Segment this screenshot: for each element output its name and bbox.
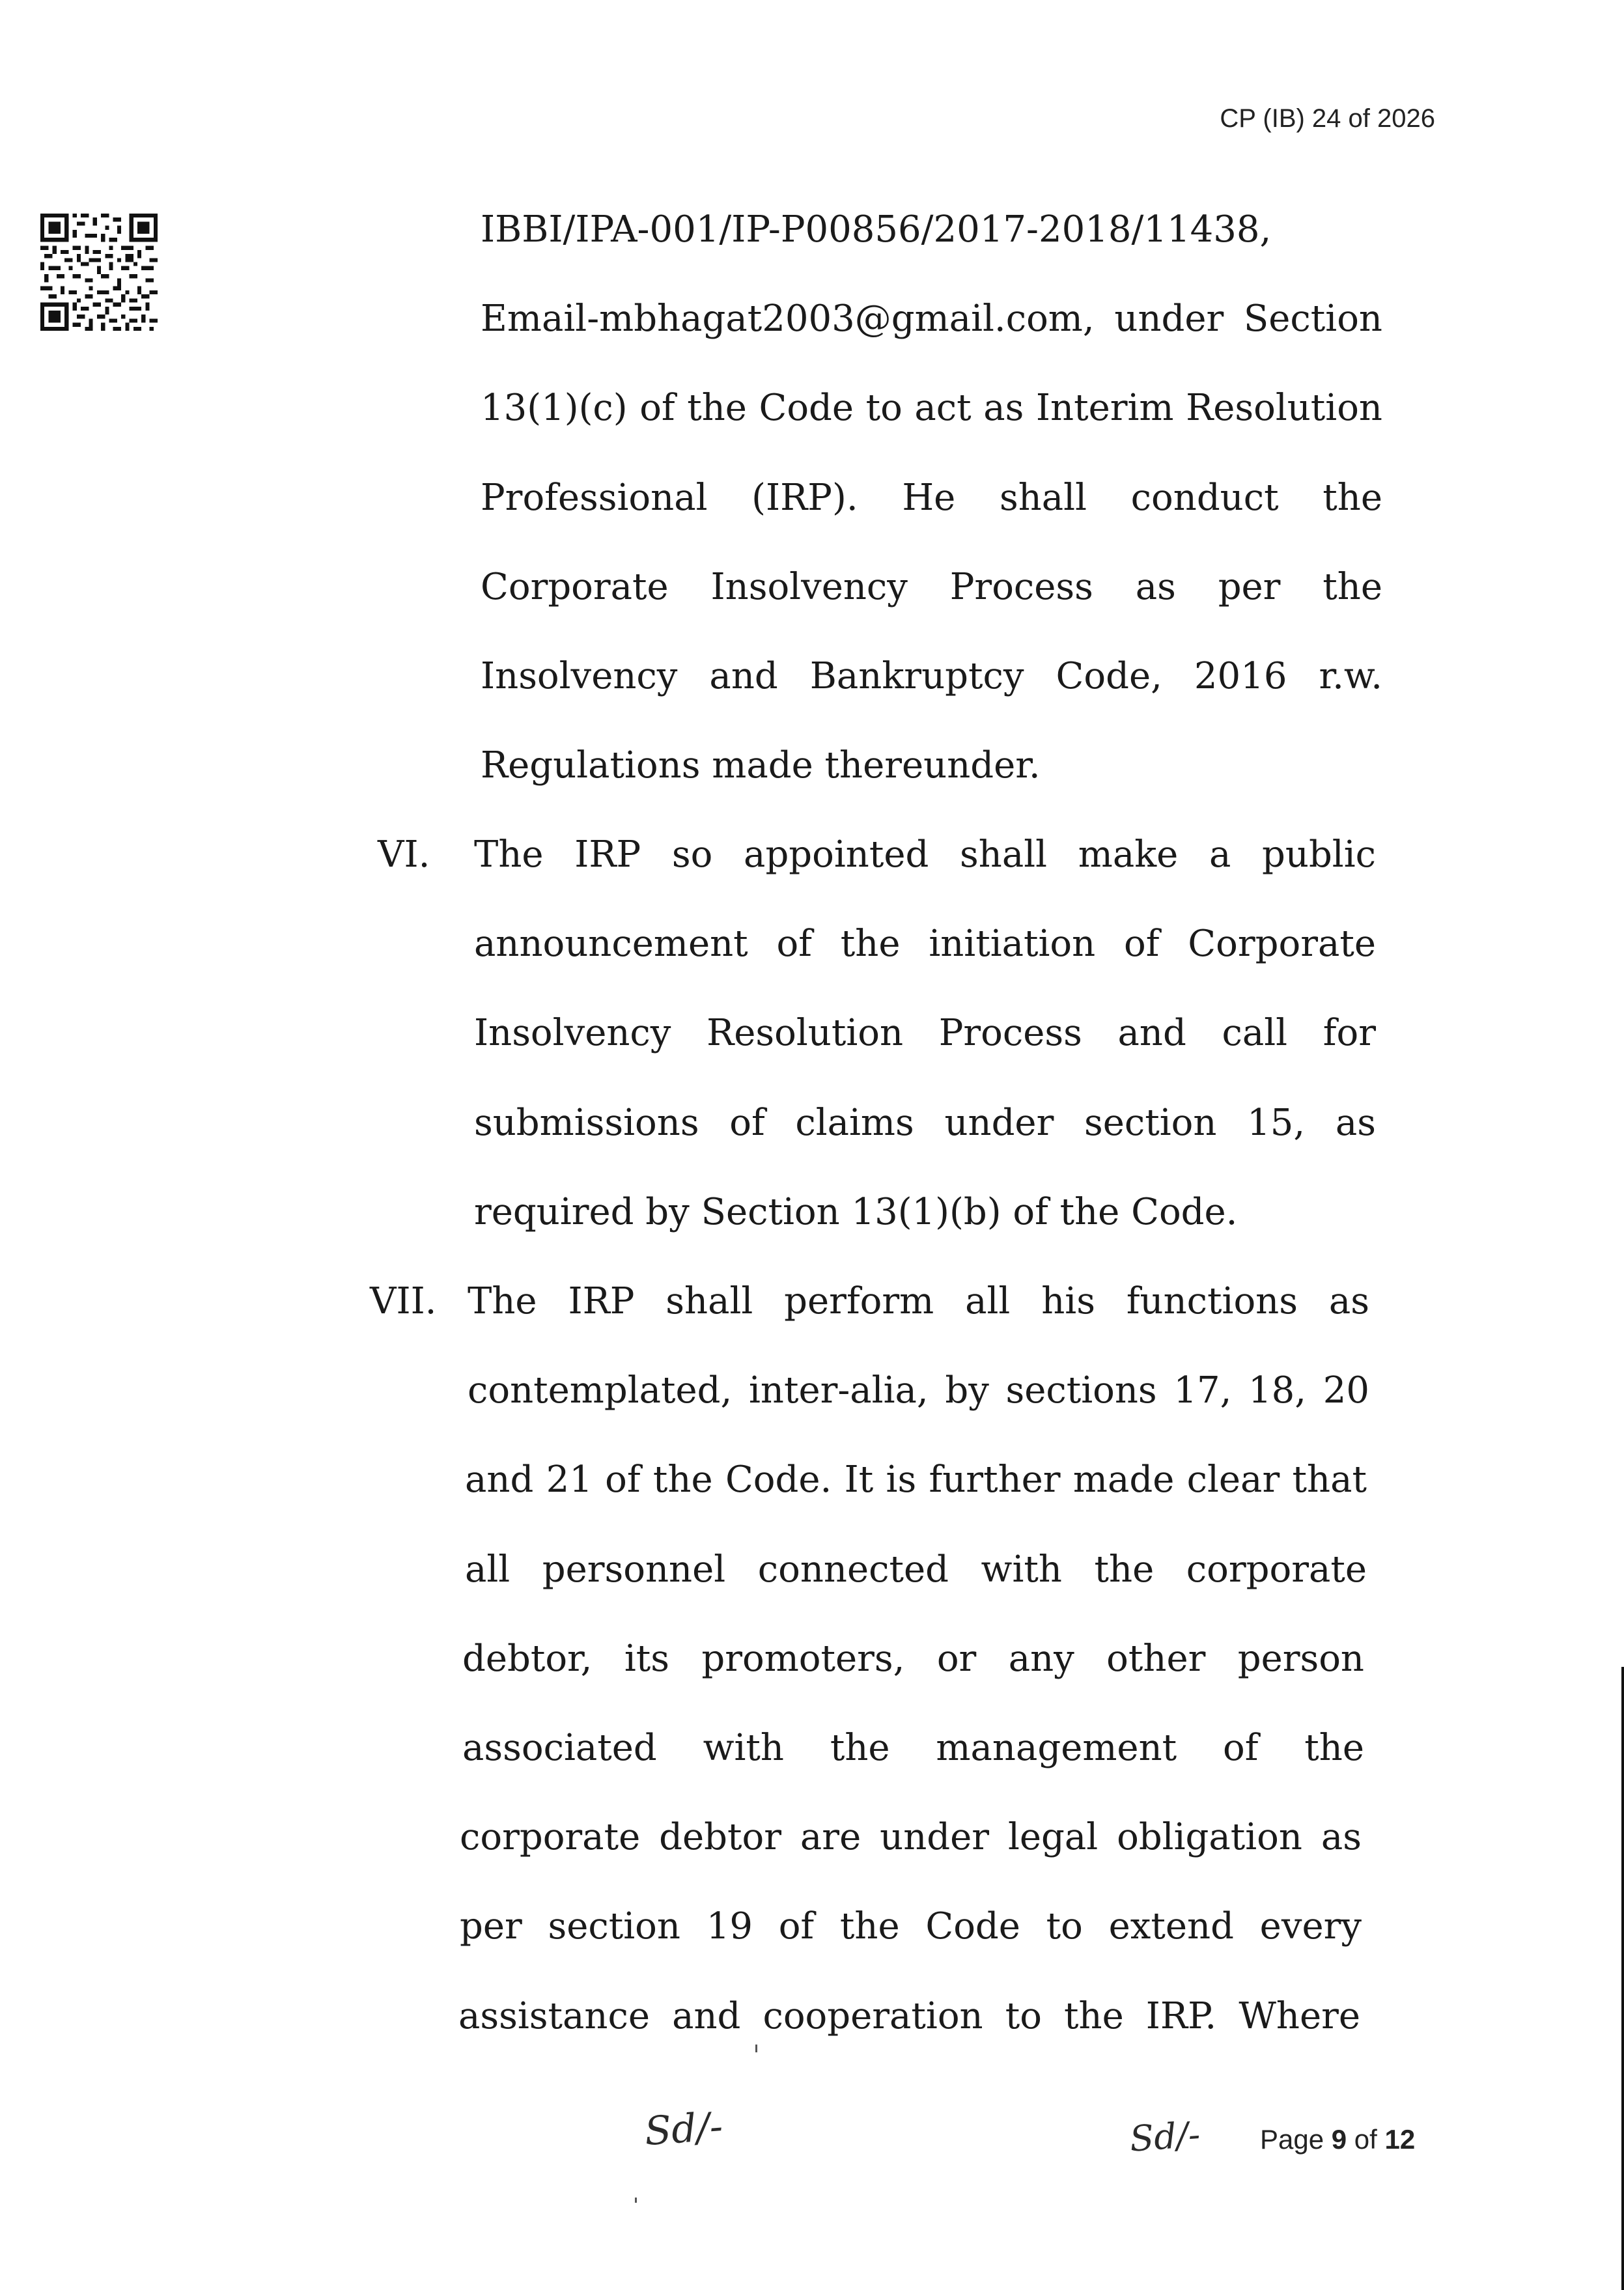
paragraph-line: submissions of claims under section 15, as [474, 1102, 1376, 1144]
page-of: of [1354, 2124, 1377, 2155]
case-number: CP (IB) 24 of 2026 [1220, 104, 1435, 133]
scan-mark [755, 2045, 757, 2052]
paragraph-line: contemplated, inter-alia, by sections 17, 18, 20 [468, 1369, 1369, 1412]
paragraph-line: debtor, its promoters, or any other person [462, 1638, 1364, 1680]
paragraph-line: Corporate Insolvency Process as per the [481, 566, 1382, 608]
paragraph-line: The IRP so appointed shall make a public [474, 833, 1376, 876]
paragraph-line: announcement of the initiation of Corporate [474, 923, 1376, 965]
paragraph-numeral-vi: VI. [378, 833, 430, 876]
scan-edge-line [1621, 1667, 1624, 2290]
page-prefix: Page [1260, 2124, 1324, 2155]
paragraph-line: per section 19 of the Code to extend every [460, 1905, 1362, 1948]
qr-code-icon [40, 214, 158, 331]
page-current: 9 [1331, 2124, 1347, 2155]
paragraph-line: assistance and cooperation to the IRP. Where [458, 1995, 1360, 2037]
paragraph-line: 13(1)(c) of the Code to act as Interim Resolution [481, 387, 1382, 429]
paragraph-line: Email-mbhagat2003@gmail.com, under Section [481, 298, 1382, 340]
ip-registration-line: IBBI/IPA-001/IP-P00856/2017-2018/11438, [481, 208, 1272, 251]
paragraph-line: required by Section 13(1)(b) of the Code. [474, 1191, 1238, 1233]
paragraph-line: Regulations made thereunder. [481, 744, 1041, 787]
scan-mark [635, 2198, 637, 2203]
page-total: 12 [1384, 2124, 1416, 2155]
paragraph-line: Professional (IRP). He shall conduct the [481, 477, 1382, 519]
paragraph-line: The IRP shall perform all his functions as [468, 1280, 1369, 1322]
paragraph-line: Insolvency Resolution Process and call for [474, 1012, 1376, 1054]
signature-left: Sd/- [643, 2103, 725, 2155]
paragraph-line: all personnel connected with the corporate [465, 1548, 1367, 1591]
paragraph-line: Insolvency and Bankruptcy Code, 2016 r.w. [481, 655, 1382, 697]
page-number [1260, 2124, 1415, 2155]
paragraph-numeral-vii: VII. [370, 1280, 437, 1322]
paragraph-line: corporate debtor are under legal obligation as [460, 1816, 1362, 1858]
signature-right: Sd/- [1128, 2114, 1202, 2160]
paragraph-line: associated with the management of the [462, 1727, 1364, 1769]
paragraph-line: and 21 of the Code. It is further made clear that [465, 1459, 1367, 1501]
